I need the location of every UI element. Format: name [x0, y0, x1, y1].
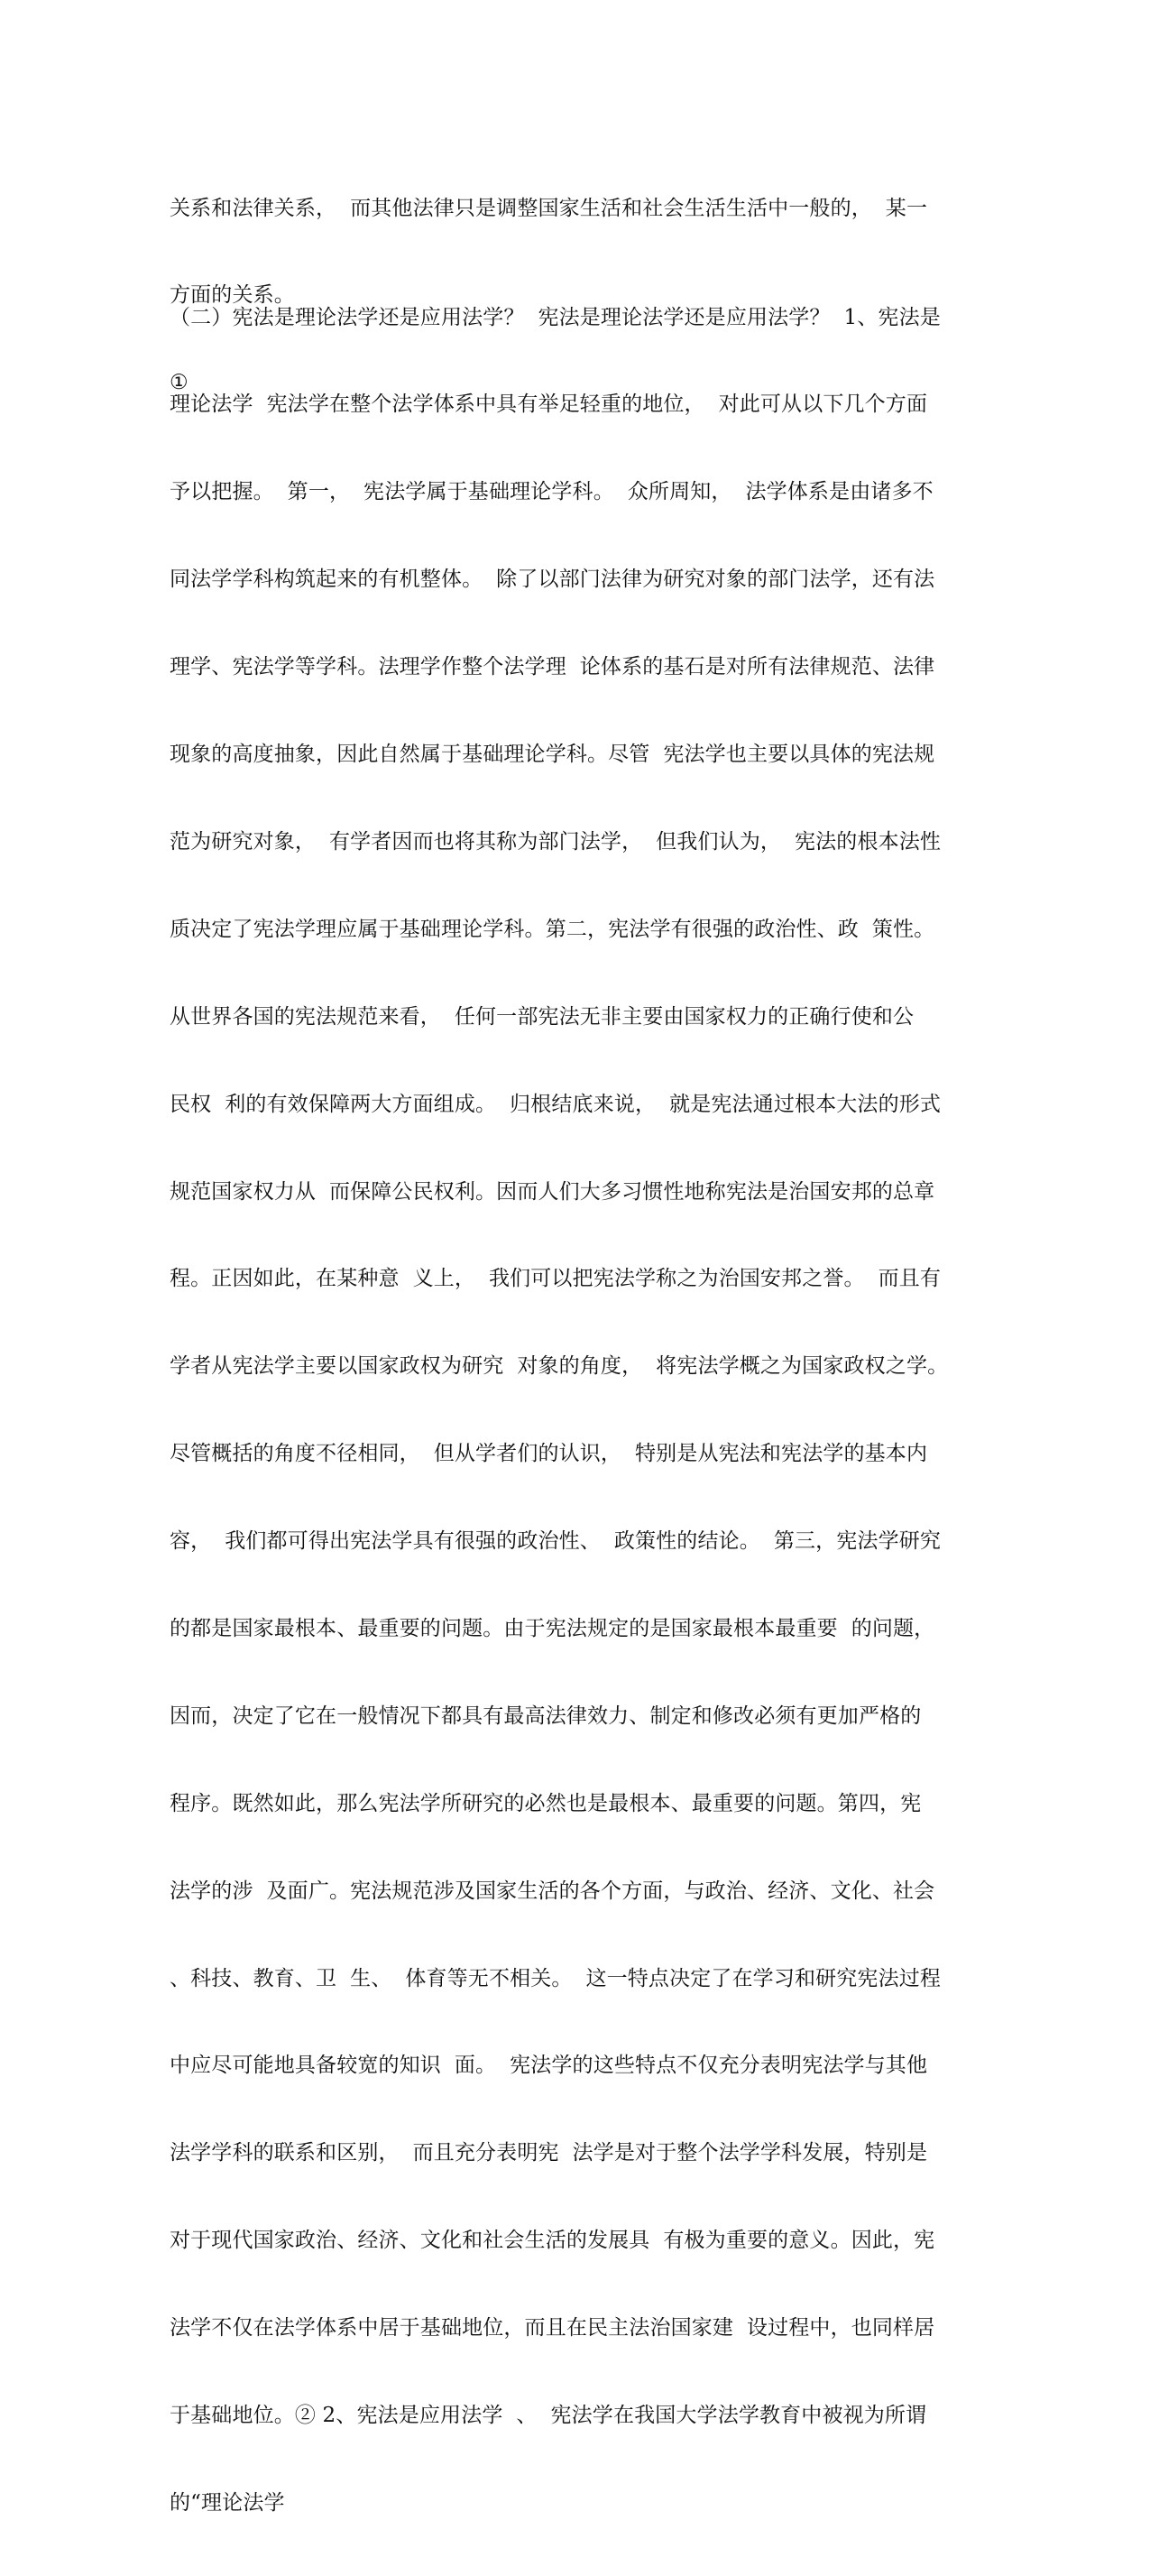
text-line: 程。正因如此，在某种意 义上， 我们可以把宪法学称之为治国安邦之誉。 而且有	[170, 1267, 942, 1291]
text-line: 尽管概括的角度不径相同， 但从学者们的认识， 特别是从宪法和宪法学的基本内	[170, 1442, 928, 1466]
section-paragraph	[170, 245, 983, 2576]
text-line: 的“理论法学	[170, 2490, 285, 2515]
text-line: 对于现代国家政治、经济、文化和社会生活的发展具 有极为重要的意义。因此，宪	[170, 2229, 935, 2253]
text-line: 从世界各国的宪法规范来看， 任何一部宪法无非主要由国家权力的正确行使和公	[170, 1004, 915, 1029]
footnote-marker: ①	[170, 371, 189, 395]
text-line: 、科技、教育、卫 生、 体育等无不相关。 这一特点决定了在学习和研究宪法过程	[170, 1966, 942, 1990]
text-line: 理论法学 宪法学在整个法学体系中具有举足轻重的地位， 对此可从以下几个方面	[170, 392, 928, 417]
text-line: 法学的涉 及面广。宪法规范涉及国家生活的各个方面，与政治、经济、文化、社会	[170, 1879, 935, 1903]
text-line: 于基础地位。② 2、宪法是应用法学 、 宪法学在我国大学法学教育中被视为所谓	[170, 2403, 927, 2427]
text-line: 容， 我们都可得出宪法学具有很强的政治性、 政策性的结论。 第三，宪法学研究	[170, 1529, 942, 1554]
text-line: 的都是国家最根本、最重要的问题。由于宪法规定的是国家最根本最重要 的问题，	[170, 1616, 935, 1640]
text-line: 规范国家权力从 而保障公民权利。因而人们大多习惯性地称宪法是治国安邦的总章	[170, 1179, 935, 1204]
text-line: 方面的关系。	[170, 283, 295, 308]
text-line: 法学不仅在法学体系中居于基础地位，而且在民主法治国家建 设过程中，也同样居	[170, 2316, 935, 2341]
text-line: 法学学科的联系和区别， 而且充分表明宪 法学是对于整个法学学科发展，特别是	[170, 2141, 928, 2165]
text-line: 民权 利的有效保障两大方面组成。 归根结底来说， 就是宪法通过根本大法的形式	[170, 1092, 942, 1116]
text-line: 现象的高度抽象，因此自然属于基础理论学科。尽管 宪法学也主要以具体的宪法规	[170, 743, 935, 767]
text-line: 因而，决定了它在一般情况下都具有最高法律效力、制定和修改必须有更加严格的	[170, 1703, 922, 1728]
text-line: 同法学学科构筑起来的有机整体。 除了以部门法律为研究对象的部门法学，还有法	[170, 568, 935, 592]
text-line: 予以把握。 第一， 宪法学属于基础理论学科。 众所周知， 法学体系是由诸多不	[170, 480, 934, 504]
text-line: 程序。既然如此，那么宪法学所研究的必然也是最根本、最重要的问题。第四，宪	[170, 1791, 922, 1815]
text-line: 质决定了宪法学理应属于基础理论学科。第二，宪法学有很强的政治性、政 策性。	[170, 917, 935, 941]
text-line: 关系和法律关系， 而其他法律只是调整国家生活和社会生活生活中一般的， 某一	[170, 196, 928, 220]
text-line: 范为研究对象， 有学者因而也将其称为部门法学， 但我们认为， 宪法的根本法性	[170, 829, 942, 854]
text-line: 学者从宪法学主要以国家政权为研究 对象的角度， 将宪法学概之为国家政权之学。	[170, 1354, 949, 1379]
text-line: 中应尽可能地具备较宽的知识 面。 宪法学的这些特点不仅充分表明宪法学与其他	[170, 2054, 928, 2078]
text-line: 理学、宪法学等学科。法理学作整个法学理 论体系的基石是对所有法律规范、法律	[170, 655, 935, 679]
section-heading-line: （二）宪法是理论法学还是应用法学？ 宪法是理论法学还是应用法学？ 1、宪法是	[170, 305, 941, 329]
